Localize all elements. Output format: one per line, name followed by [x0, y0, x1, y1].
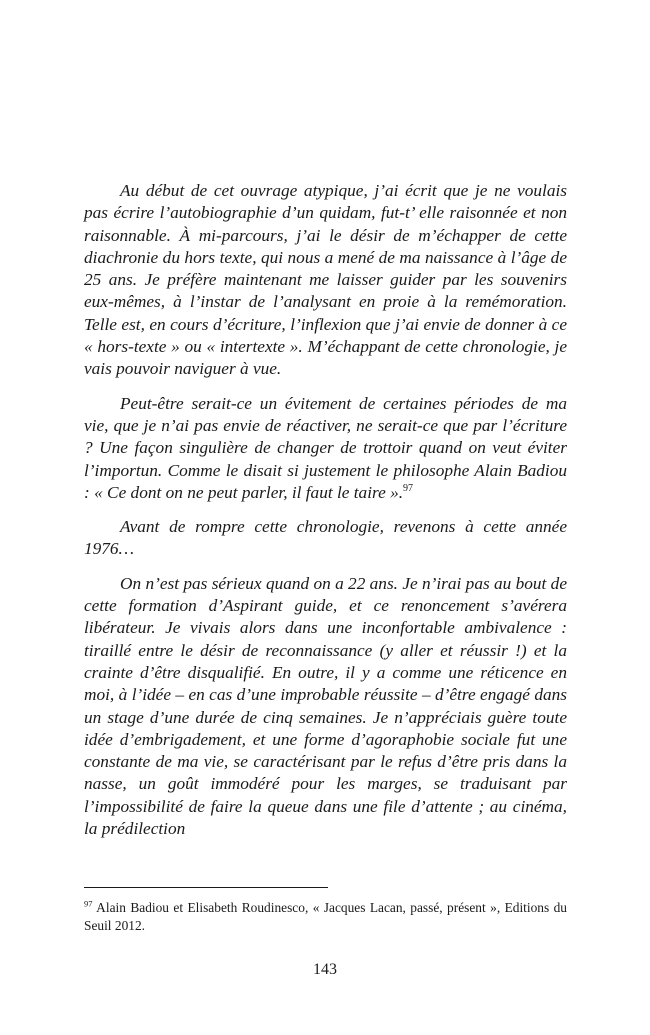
paragraph: Peut-être serait-ce un évitement de certaines périodes de ma vie, que je n’ai pas envie de réactiver, ne serait-ce que par l’écriture ? Une façon singulière de changer de trottoir quand on veut éviter l’importun. Comme le disait si justement le philosophe Alain Badiou : « Ce dont on ne peut parler, il faut le taire ».$^{97}$ — [84, 393, 567, 502]
footnote-text: Alain Badiou et Elisabeth Roudinesco, « Jacques Lacan, passé, présent », Editions du Seuil 2012. — [84, 900, 568, 933]
footnote-number: 97 — [84, 898, 93, 909]
paragraph: Au début de cet ouvrage atypique, j’ai écrit que je ne voulais pas écrire l’autobiographie d’un quidam, fut-t’ elle raisonnée et non raisonnable. À mi-parcours, j’ai le désir de m’échapper de cette diachronie du hors texte, qui nous a mené de ma naissance à l’âge de 25 ans. Je préfère maintenant me laisser guider par les souvenirs eux-mêmes, à l’instar de l’analysant en proie à la remémoration. Telle est, en cours d’écriture, l’inflexion que j’ai envie de donner à ce « hors-texte » ou « intertexte ». M’échappant de cette chronologie, je vais pouvoir naviguer à vue. — [84, 181, 567, 379]
page-number: 143 — [313, 961, 337, 978]
paragraph: On n’est pas sérieux quand on a 22 ans. Je n’irai pas au bout de cette formation d’Aspirant guide, et ce renoncement s’avérera libérateur. Je vivais alors dans une inconfortable ambivalence : tiraillé entre le désir de reconnaissance (y aller et réussir !) et la crainte d’être disqualifié. En outre, il y a comme une réticence en moi, à l’idée – en cas d’une improbable réussite – d’être engagé dans un stage d’une durée de cinq semaines. Je n’appréciais guère toute idée d’embrigadement, et une forme d’agoraphobie sociale fut une constante de ma vie, se caractérisant par le refus d’être pris dans la nasse, un goût immodéré pour les marges, se traduisant par l’impossibilité de faire la queue dans une file d’attente ; au cinéma, la prédilection — [84, 573, 567, 839]
footnote-separator — [84, 887, 328, 888]
page-body — [84, 180, 567, 852]
paragraph: Avant de rompre cette chronologie, revenons à cette année 1976… — [84, 517, 567, 559]
footnote — [84, 899, 567, 934]
footnote-reference[interactable]: 97 — [403, 483, 414, 495]
